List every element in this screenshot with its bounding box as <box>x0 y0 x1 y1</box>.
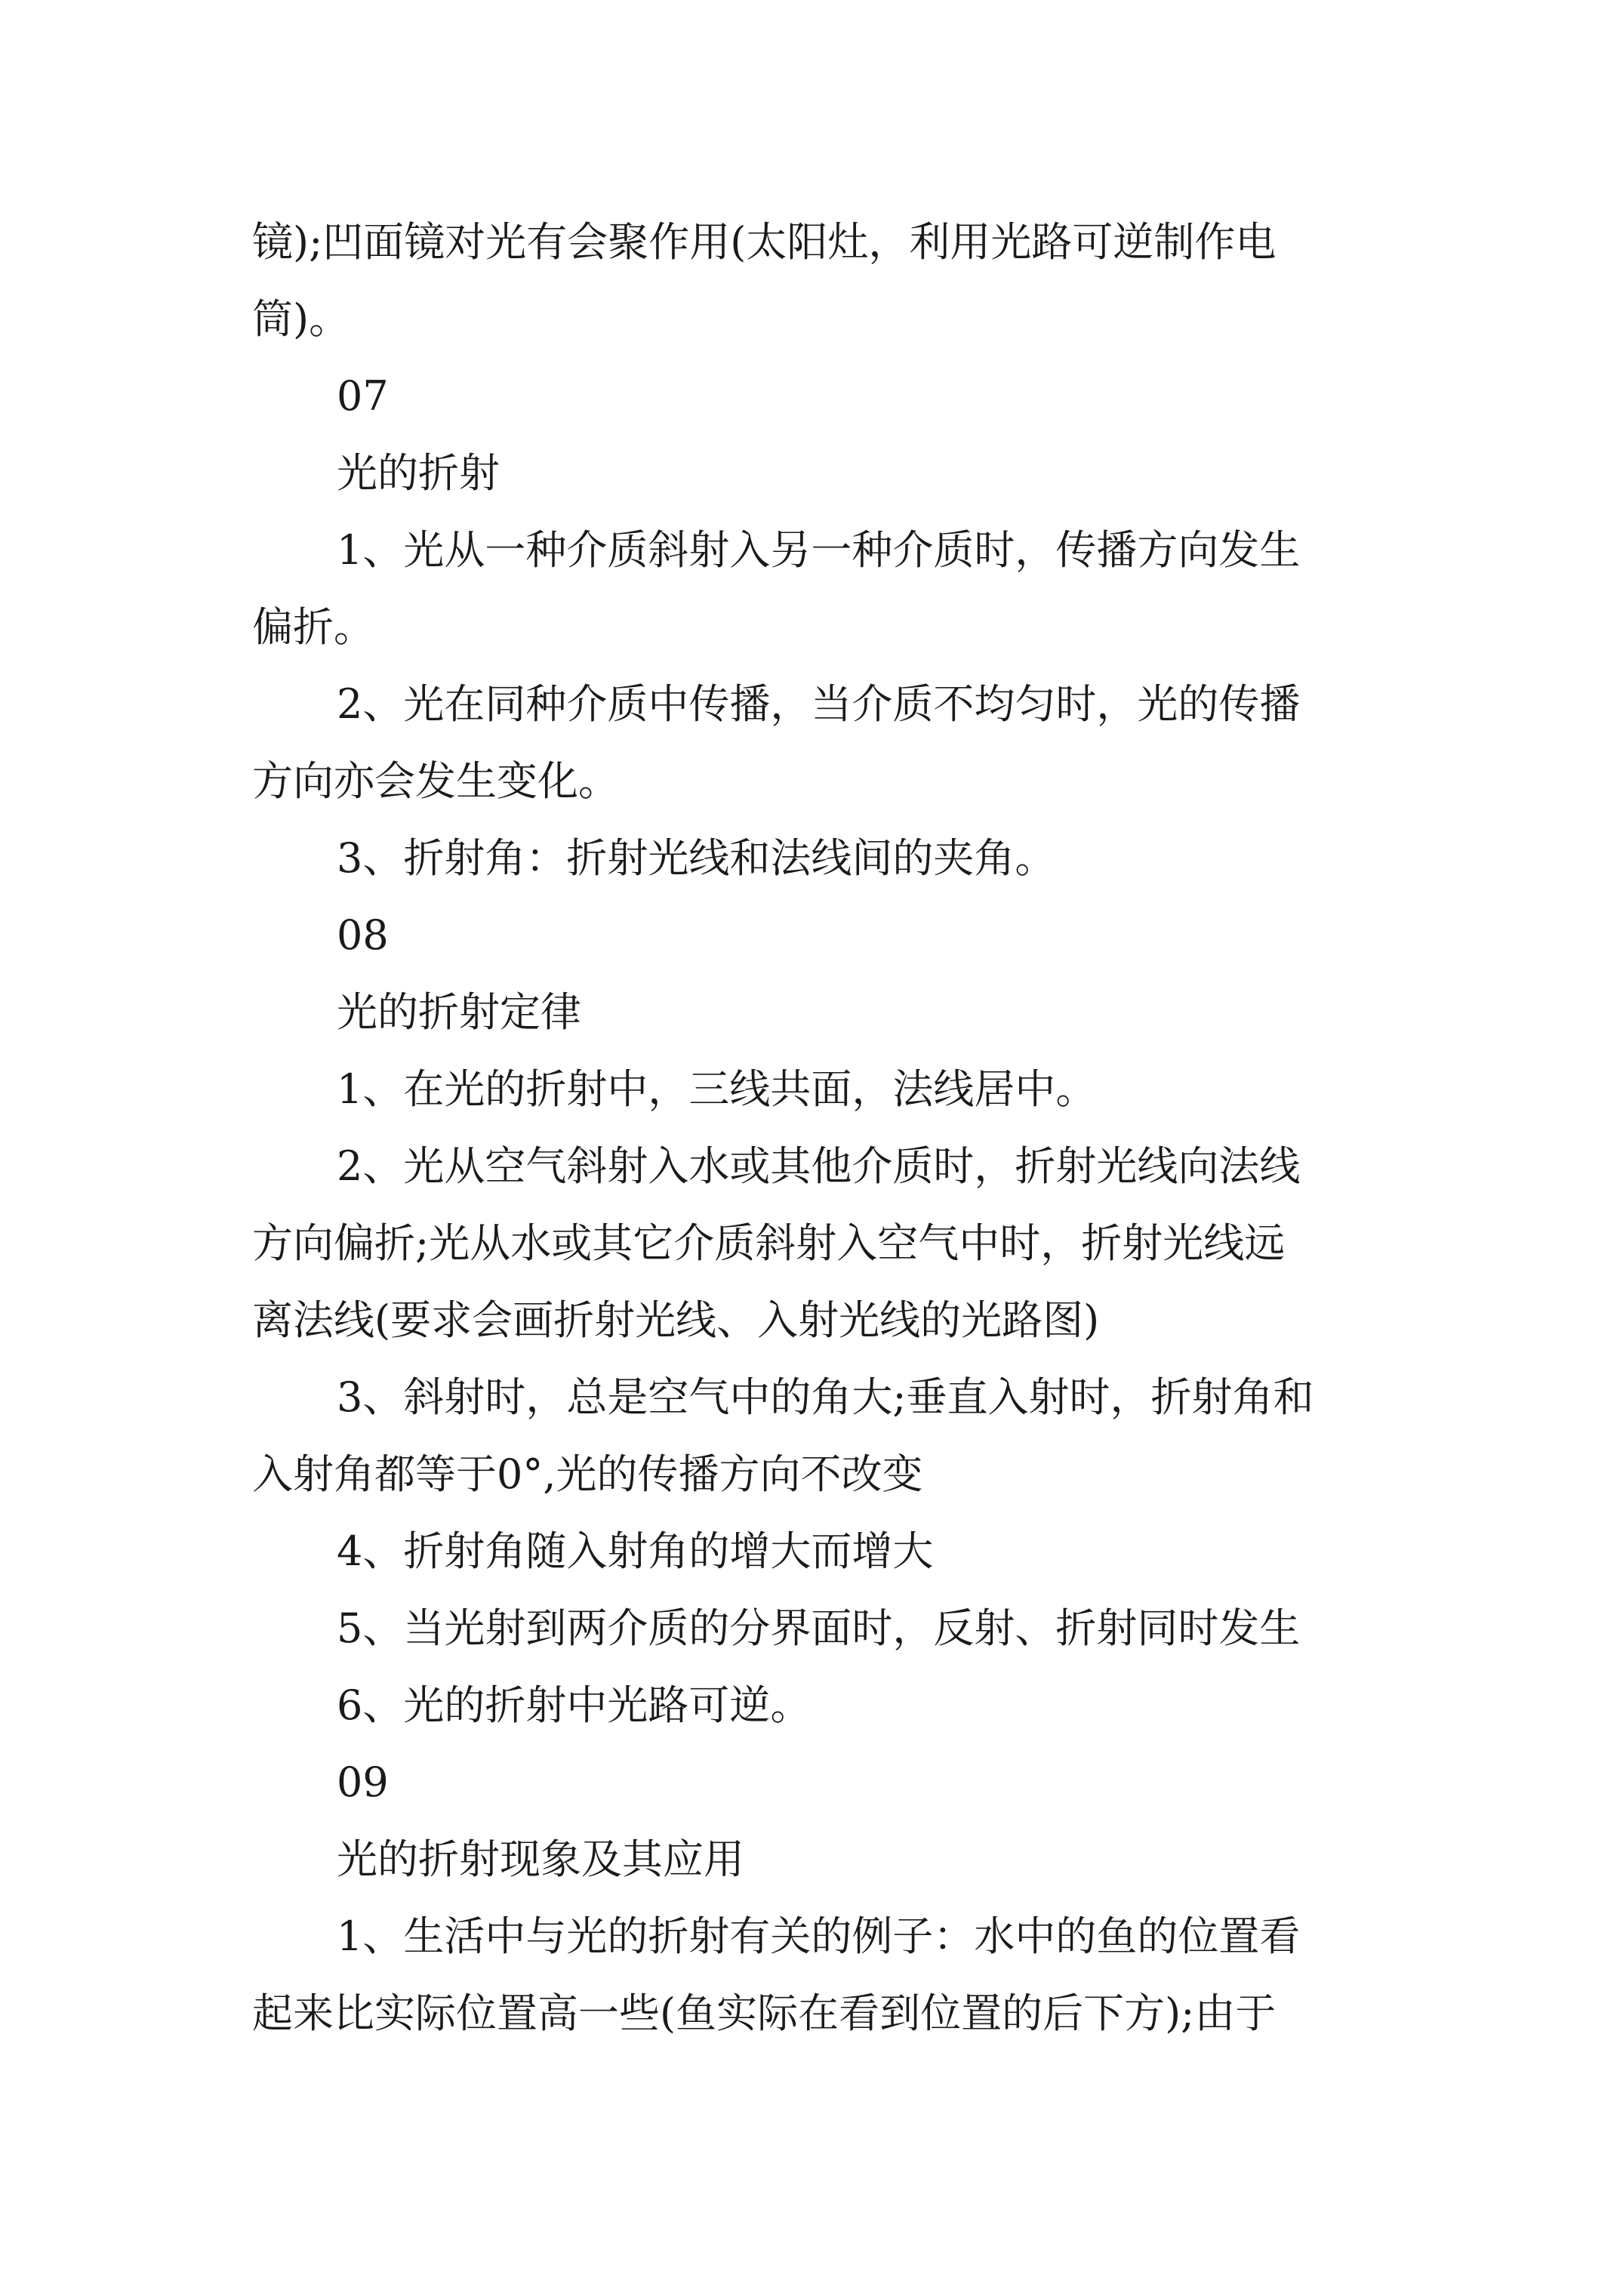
text-line-9: 3、折射角：折射光线和法线间的夹角。 <box>337 834 1056 882</box>
section-heading-refraction-law: 光的折射定律 <box>337 988 581 1036</box>
text-line-18: 4、折射角随入射角的增大而增大 <box>337 1527 934 1575</box>
text-line-17: 入射角都等于0°,光的传播方向不改变 <box>252 1450 923 1498</box>
text-line-24: 起来比实际位置高一些(鱼实际在看到位置的后下方);由于 <box>252 1989 1277 2037</box>
text-line-14: 方向偏折;光从水或其它介质斜射入空气中时，折射光线远 <box>252 1219 1286 1267</box>
document-body <box>252 204 1400 2052</box>
section-number-08: 08 <box>337 911 389 959</box>
text-line-15: 离法线(要求会画折射光线、入射光线的光路图) <box>252 1296 1100 1344</box>
section-number-09: 09 <box>337 1758 389 1806</box>
text-line-2: 筒)。 <box>252 295 350 343</box>
text-line-8: 方向亦会发生变化。 <box>252 757 619 805</box>
section-number-07: 07 <box>337 372 389 420</box>
text-line-1: 镜);凹面镜对光有会聚作用(太阳灶，利用光路可逆制作电 <box>252 218 1277 266</box>
text-line-12: 1、在光的折射中，三线共面，法线居中。 <box>337 1065 1097 1113</box>
text-line-16: 3、斜射时，总是空气中的角大;垂直入射时，折射角和 <box>337 1373 1314 1421</box>
text-line-6: 偏折。 <box>252 603 374 651</box>
section-heading-refraction-applications: 光的折射现象及其应用 <box>337 1835 744 1883</box>
text-line-23: 1、生活中与光的折射有关的例子：水中的鱼的位置看 <box>337 1912 1301 1960</box>
text-line-19: 5、当光射到两介质的分界面时，反射、折射同时发生 <box>337 1604 1301 1652</box>
text-line-5: 1、光从一种介质斜射入另一种介质时，传播方向发生 <box>337 526 1301 574</box>
text-line-7: 2、光在同种介质中传播，当介质不均匀时，光的传播 <box>337 680 1301 728</box>
text-line-13: 2、光从空气斜射入水或其他介质时，折射光线向法线 <box>337 1142 1301 1190</box>
section-heading-refraction: 光的折射 <box>337 449 500 497</box>
text-line-20: 6、光的折射中光路可逆。 <box>337 1681 812 1729</box>
